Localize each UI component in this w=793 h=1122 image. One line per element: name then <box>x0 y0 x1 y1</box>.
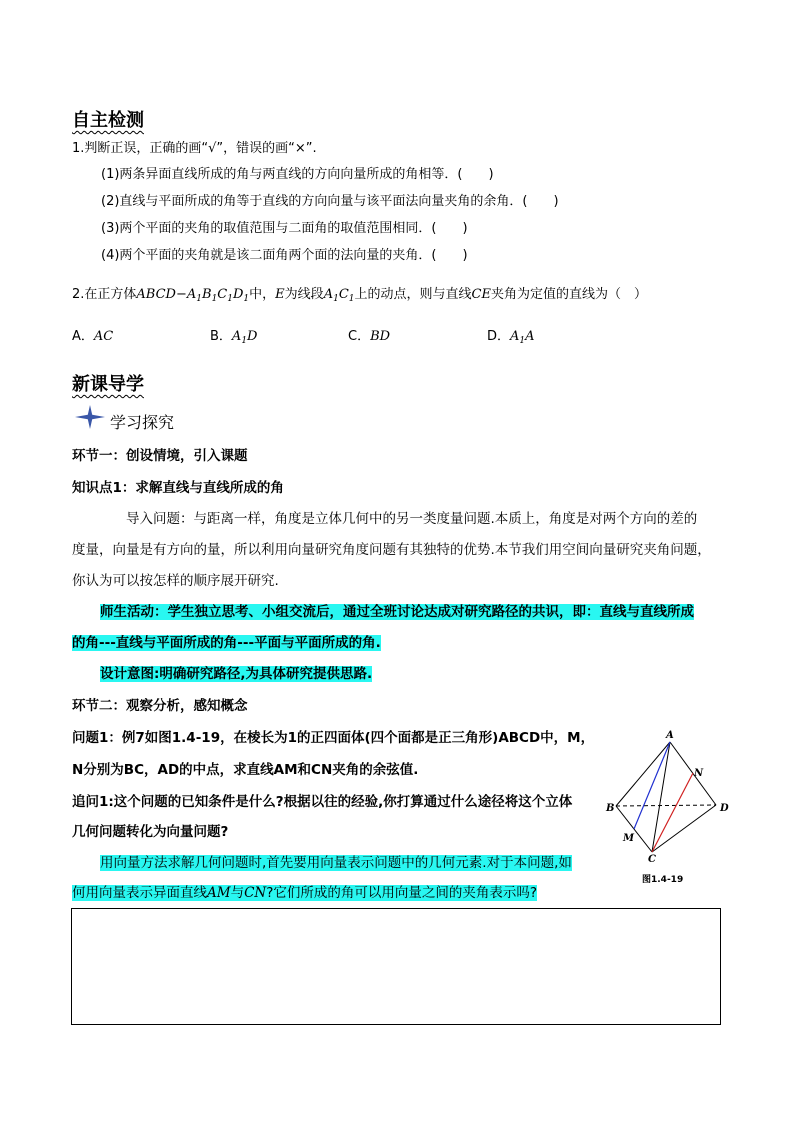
tetrahedron-figure <box>596 726 736 886</box>
segment-cn: CN <box>244 885 267 901</box>
design-intent: 设计意图:明确研究路径,为具体研究提供思路. <box>100 666 373 682</box>
q1-item-4: (4)两个平面的夹角就是该二面角两个面的法向量的夹角．( ) <box>101 248 468 263</box>
stage2-title: 环节二：观察分析，感知概念 <box>72 698 248 714</box>
activity-line-2: 的角---直线与平面所成的角---平面与平面所成的角. <box>72 635 381 651</box>
answer-box[interactable] <box>71 908 721 1025</box>
q1-item-3: (3)两个平面的夹角的取值范围与二面角的取值范围相同．( ) <box>101 221 468 236</box>
segment-am-line <box>634 742 670 829</box>
segment-am: AM <box>207 885 231 901</box>
edge-cd <box>652 805 716 852</box>
q2-option-b[interactable]: B．$A_1D$ <box>210 329 258 346</box>
edge-ab <box>616 742 670 806</box>
label-c: C <box>648 854 656 865</box>
study-explore-title: 学习探究 <box>110 413 175 432</box>
q2-stem: 2.在正方体$ABCD-A_1B_1C_1D_1$中，E为线段$A_1C_1$上的动点，则与直线CE夹角为定值的直线为（ ） <box>72 287 647 304</box>
q2-option-a[interactable]: A．AC <box>72 329 114 344</box>
line-ce: CE <box>471 287 491 302</box>
q1-item-2: (2)直线与平面所成的角等于直线的方向向量与该平面法向量夹角的余角．( ) <box>101 194 559 209</box>
q2-prefix: 2.在正方体 <box>72 287 137 302</box>
intro-line-1: 导入问题：与距离一样，角度是立体几何中的另一类度量问题.本质上，角度是对两个方向的差的 <box>126 511 698 527</box>
problem1-line-1: 问题1：例7如图1.4-19，在棱长为1的正四面体(四个面都是正三角形)ABCD中，M， <box>72 730 595 746</box>
q2-option-d[interactable]: D．$A_1A$ <box>487 329 535 346</box>
label-m: M <box>623 833 635 844</box>
section-title-self-check: 自主检测 <box>72 110 144 131</box>
label-a: A <box>666 730 674 741</box>
cube-name: $ABCD-A_1B_1C_1D_1$ <box>136 287 250 304</box>
figure-caption: 图1.4-19 <box>642 875 684 885</box>
hint-line-2: 何用向量表示异面直线AM与CN?它们所成的角可以用向量之间的夹角表示吗? <box>72 885 538 901</box>
section-title-new-lesson: 新课导学 <box>72 374 144 395</box>
q2-option-c[interactable]: C．BD <box>348 329 391 344</box>
activity-line-1: 师生活动：学生独立思考、小组交流后，通过全班讨论达成对研究路径的共识，即：直线与直线所成 <box>100 604 694 620</box>
hint-line-1: 用向量方法求解几何问题时,首先要用向量表示问题中的几何元素.对于本问题,如 <box>100 855 572 871</box>
q1-stem: 1.判断正误，正确的画“√”，错误的画“×”. <box>72 141 317 156</box>
segment-a1c1: $A_1C_1$ <box>323 287 355 304</box>
followup-line-2: 几何问题转化为向量问题? <box>72 824 229 840</box>
intro-line-3: 你认为可以按怎样的顺序展开研究. <box>72 573 279 589</box>
label-b: B <box>606 803 615 814</box>
problem1-line-2: N分别为BC，AD的中点，求直线AM和CN夹角的余弦值. <box>72 762 419 778</box>
intro-line-2: 度量，向量是有方向的量，所以利用向量研究角度问题有其独特的优势.本节我们用空间向量研究夹角问题， <box>72 542 711 558</box>
label-n: N <box>694 768 704 779</box>
knowledge-point-1-title: 知识点1：求解直线与直线所成的角 <box>72 480 284 496</box>
label-d: D <box>720 803 729 814</box>
stage1-title: 环节一：创设情境，引入课题 <box>72 448 248 464</box>
q1-item-1: (1)两条异面直线所成的角与两直线的方向向量所成的角相等．( ) <box>101 167 494 182</box>
edge-bd-hidden <box>616 805 716 806</box>
four-point-star-icon <box>74 404 106 430</box>
followup-line-1: 追问1:这个问题的已知条件是什么?根据以往的经验,你打算通过什么途径将这个立体 <box>72 794 573 810</box>
point-e: E <box>275 287 285 302</box>
